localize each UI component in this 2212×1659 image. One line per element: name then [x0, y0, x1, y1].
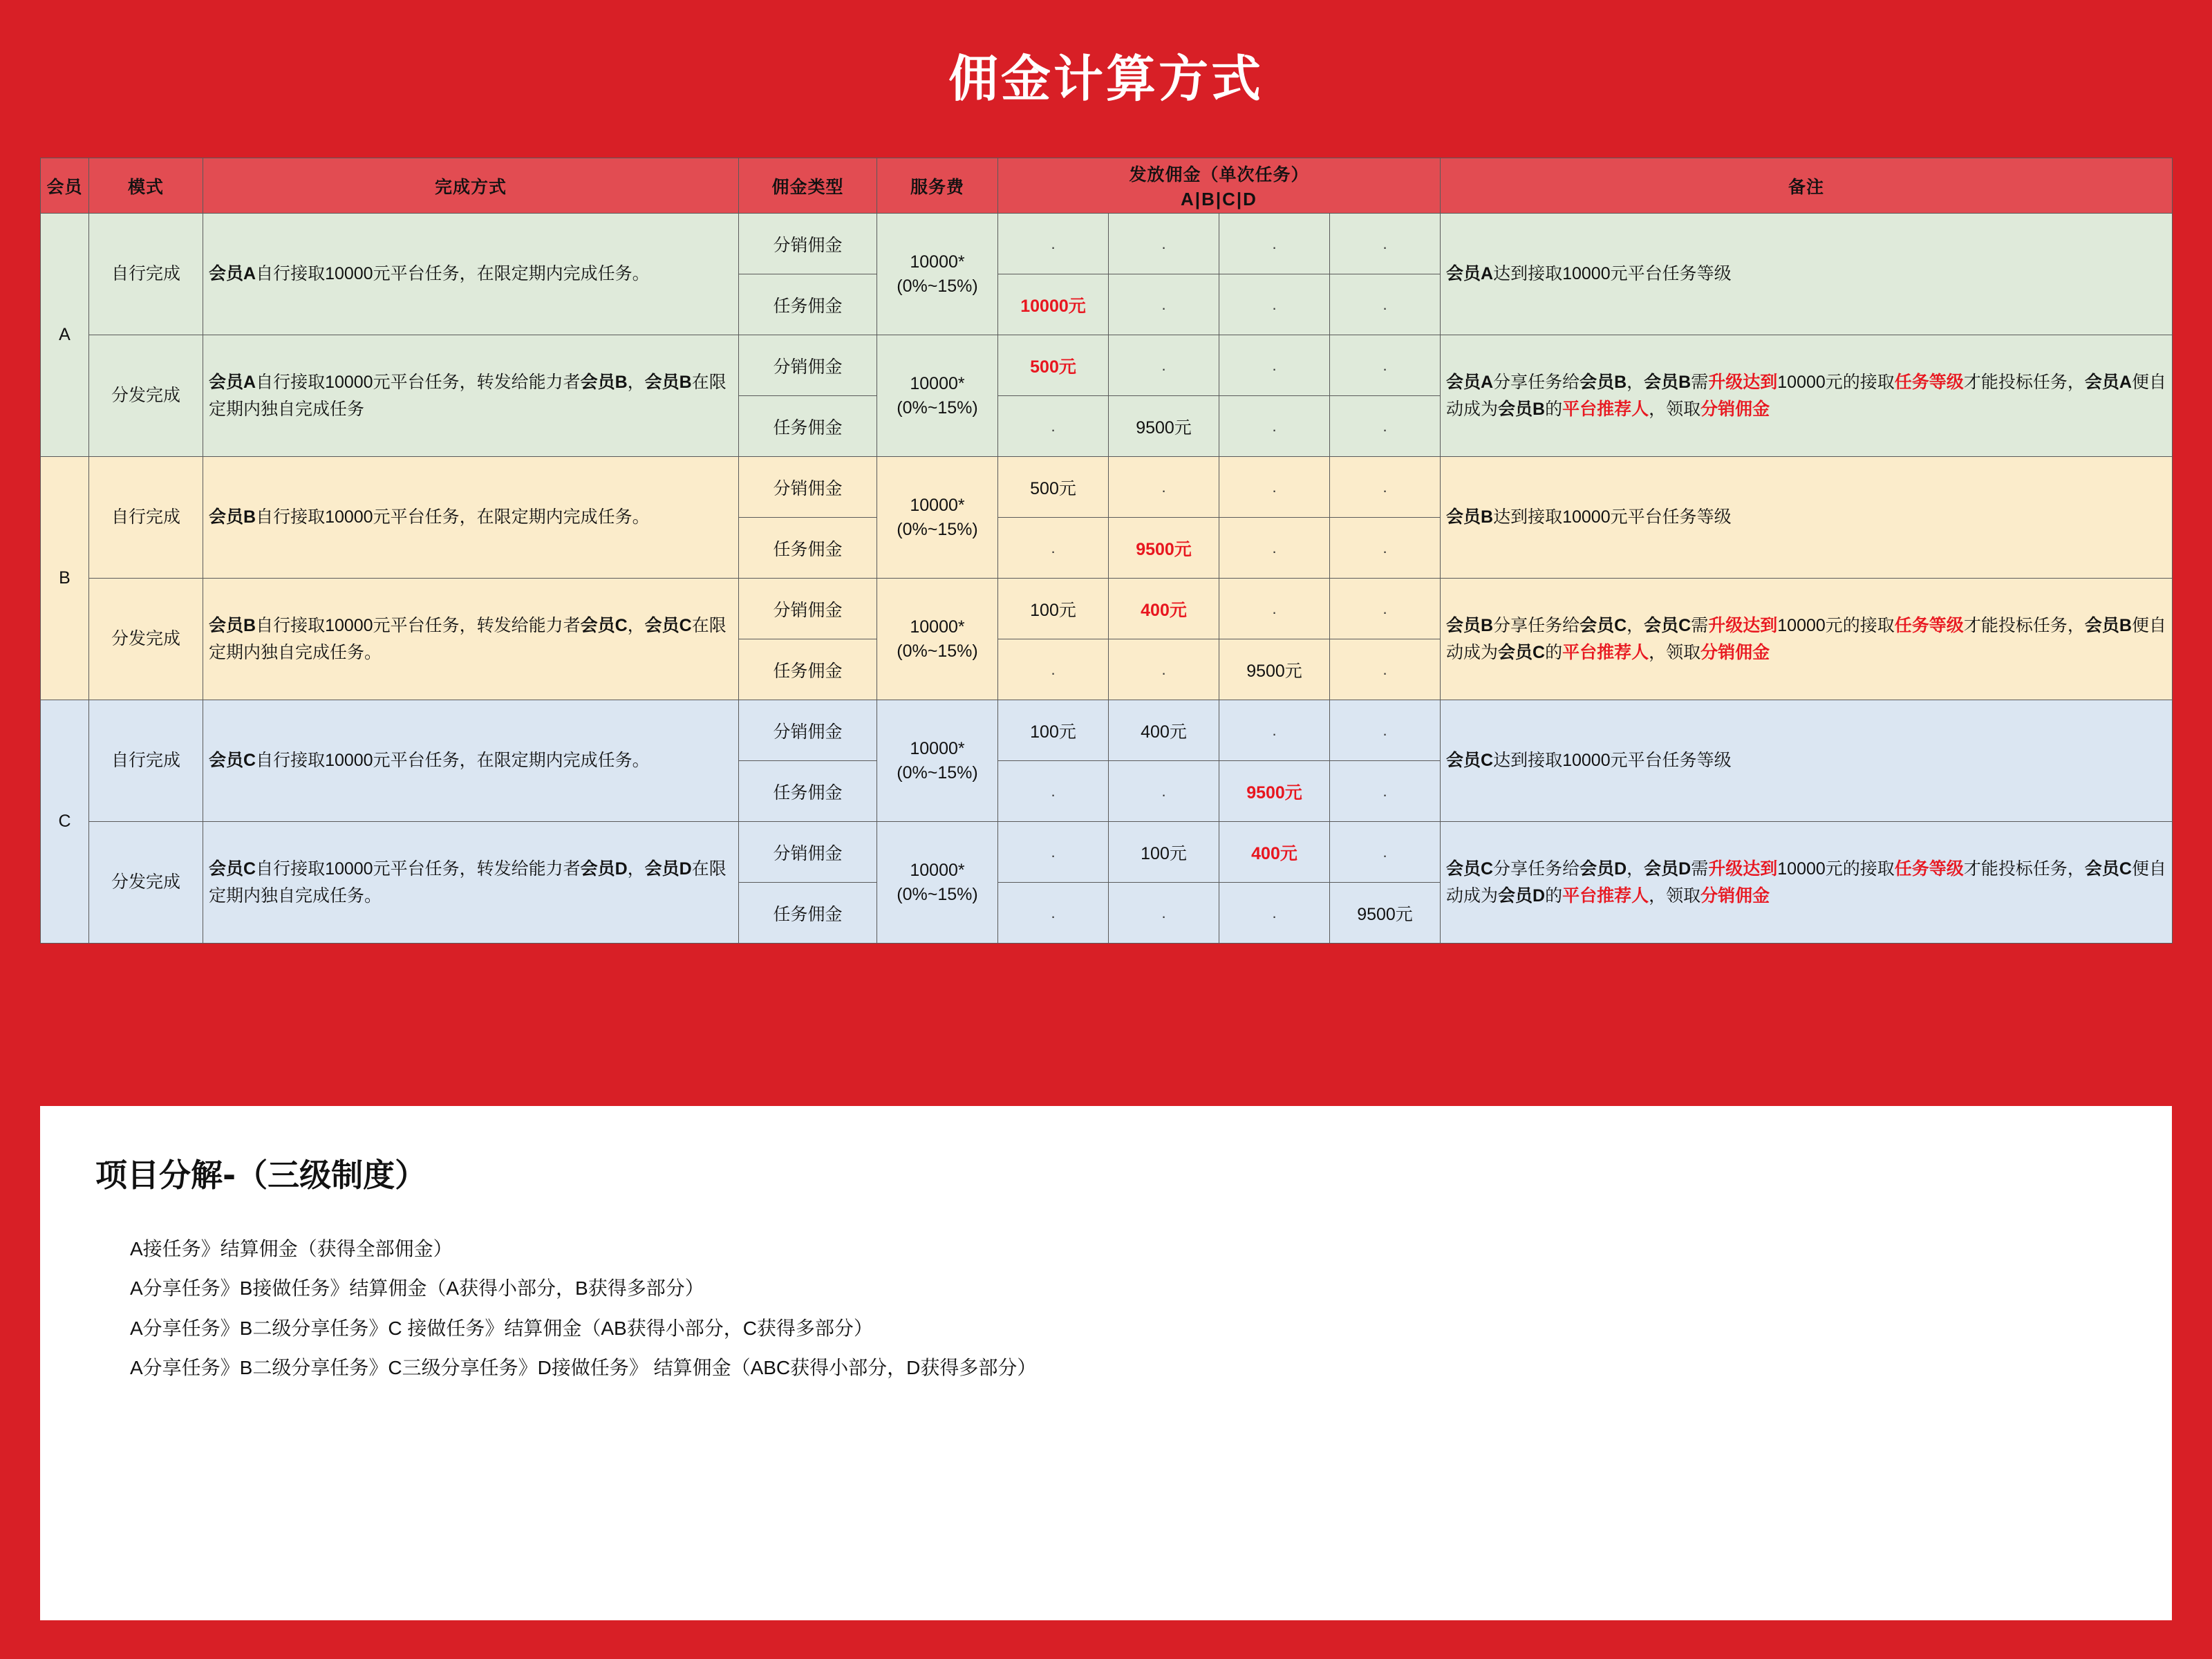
cell-payout-A: 500元	[998, 457, 1109, 518]
bottom-lines	[40, 1196, 2172, 1388]
cell-payout-B: 9500元	[1109, 396, 1219, 457]
cell-note: 会员B分享任务给会员C，会员C需升级达到10000元的接取任务等级才能投标任务，会员B便自动成为会员C的平台推荐人，领取分销佣金	[1441, 579, 2173, 700]
cell-payout-B: .	[1109, 214, 1219, 274]
bottom-line: A接任务》结算佣金（获得全部佣金）	[130, 1238, 453, 1259]
cell-payout-C: .	[1219, 274, 1330, 335]
bottom-title: 项目分解-（三级制度）	[95, 1156, 427, 1194]
cell-mode: 分发完成	[89, 822, 203, 944]
bottom-line: A分享任务》B二级分享任务》C三级分享任务》D接做任务》 结算佣金（ABC获得小部分，D获得多部分）	[130, 1357, 1037, 1379]
cell-payout-A: .	[998, 761, 1109, 822]
cell-payout-D: .	[1330, 335, 1441, 396]
bottom-line: A分享任务》B接做任务》结算佣金（A获得小部分，B获得多部分）	[130, 1277, 704, 1300]
cell-payout-D: .	[1330, 700, 1441, 761]
cell-payout-C: .	[1219, 579, 1330, 639]
cell-note: 会员C分享任务给会员D，会员D需升级达到10000元的接取任务等级才能投标任务，会员C便自动成为会员D的平台推荐人，领取分销佣金	[1441, 822, 2173, 944]
cell-mode: 自行完成	[89, 457, 203, 579]
cell-payout-D: 9500元	[1330, 883, 1441, 944]
cell-mode: 分发完成	[89, 335, 203, 457]
table-row	[41, 457, 2173, 518]
header-method: 完成方式	[203, 158, 739, 214]
cell-commission-type: 任务佣金	[739, 883, 877, 944]
header-commission-type: 佣金类型	[739, 158, 877, 214]
cell-commission-type: 分销佣金	[739, 579, 877, 639]
header-payout-label: 发放佣金（单次任务）	[1129, 165, 1309, 185]
commission-table	[40, 158, 2173, 944]
cell-payout-A: 100元	[998, 700, 1109, 761]
cell-payout-B: .	[1109, 639, 1219, 700]
table-row	[41, 335, 2173, 396]
cell-commission-type: 分销佣金	[739, 822, 877, 883]
cell-member: C	[41, 700, 89, 944]
cell-payout-D: .	[1330, 579, 1441, 639]
cell-payout-C: .	[1219, 457, 1330, 518]
cell-payout-A: .	[998, 518, 1109, 579]
cell-method: 会员B自行接取10000元平台任务，在限定期内完成任务。	[203, 457, 739, 579]
header-member: 会员	[41, 158, 89, 214]
cell-service-fee: 10000* (0%~15%)	[877, 457, 998, 579]
cell-payout-C: .	[1219, 518, 1330, 579]
cell-service-fee: 10000* (0%~15%)	[877, 335, 998, 457]
cell-payout-D: .	[1330, 396, 1441, 457]
table-row	[41, 700, 2173, 761]
cell-payout-D: .	[1330, 639, 1441, 700]
cell-payout-D: .	[1330, 822, 1441, 883]
cell-payout-B: 100元	[1109, 822, 1219, 883]
cell-payout-C: 400元	[1219, 822, 1330, 883]
cell-note: 会员C达到接取10000元平台任务等级	[1441, 700, 2173, 822]
page-title: 佣金计算方式	[948, 50, 1264, 108]
cell-commission-type: 任务佣金	[739, 274, 877, 335]
cell-commission-type: 任务佣金	[739, 518, 877, 579]
table-body	[41, 214, 2173, 944]
cell-payout-B: .	[1109, 761, 1219, 822]
cell-method: 会员C自行接取10000元平台任务，在限定期内完成任务。	[203, 700, 739, 822]
cell-payout-C: .	[1219, 214, 1330, 274]
cell-note: 会员A分享任务给会员B，会员B需升级达到10000元的接取任务等级才能投标任务，会员A便自动成为会员B的平台推荐人，领取分销佣金	[1441, 335, 2173, 457]
cell-member: A	[41, 214, 89, 457]
bottom-panel	[40, 1106, 2172, 1620]
cell-payout-C: .	[1219, 883, 1330, 944]
header-service-fee: 服务费	[877, 158, 998, 214]
cell-payout-B: .	[1109, 274, 1219, 335]
header-payout	[998, 158, 1441, 214]
cell-mode: 自行完成	[89, 214, 203, 335]
cell-commission-type: 分销佣金	[739, 700, 877, 761]
cell-service-fee: 10000* (0%~15%)	[877, 214, 998, 335]
cell-payout-B: .	[1109, 883, 1219, 944]
cell-mode: 自行完成	[89, 700, 203, 822]
cell-payout-C: 9500元	[1219, 639, 1330, 700]
cell-commission-type: 分销佣金	[739, 214, 877, 274]
cell-payout-A: .	[998, 639, 1109, 700]
cell-mode: 分发完成	[89, 579, 203, 700]
table-header	[41, 158, 2173, 214]
cell-method: 会员A自行接取10000元平台任务，在限定期内完成任务。	[203, 214, 739, 335]
cell-payout-C: .	[1219, 700, 1330, 761]
cell-payout-D: .	[1330, 274, 1441, 335]
table-row	[41, 214, 2173, 274]
cell-payout-C: .	[1219, 335, 1330, 396]
cell-payout-A: .	[998, 883, 1109, 944]
cell-payout-D: .	[1330, 457, 1441, 518]
header-payout-sublabel: A|B|C|D	[1181, 189, 1257, 209]
cell-payout-A: .	[998, 822, 1109, 883]
cell-commission-type: 分销佣金	[739, 457, 877, 518]
table-row	[41, 822, 2173, 883]
cell-commission-type: 分销佣金	[739, 335, 877, 396]
cell-payout-B: .	[1109, 335, 1219, 396]
cell-payout-D: .	[1330, 518, 1441, 579]
header-note: 备注	[1441, 158, 2173, 214]
cell-service-fee: 10000* (0%~15%)	[877, 700, 998, 822]
cell-payout-A: 100元	[998, 579, 1109, 639]
cell-payout-B: 400元	[1109, 700, 1219, 761]
cell-method: 会员A自行接取10000元平台任务，转发给能力者会员B，会员B在限定期内独自完成任务	[203, 335, 739, 457]
cell-payout-B: 9500元	[1109, 518, 1219, 579]
header-mode: 模式	[89, 158, 203, 214]
cell-method: 会员B自行接取10000元平台任务，转发给能力者会员C，会员C在限定期内独自完成任务。	[203, 579, 739, 700]
cell-payout-D: .	[1330, 214, 1441, 274]
cell-member: B	[41, 457, 89, 700]
cell-payout-A: 500元	[998, 335, 1109, 396]
cell-payout-B: 400元	[1109, 579, 1219, 639]
cell-payout-C: .	[1219, 396, 1330, 457]
cell-note: 会员B达到接取10000元平台任务等级	[1441, 457, 2173, 579]
bottom-line: A分享任务》B二级分享任务》C 接做任务》结算佣金（AB获得小部分，C获得多部分）	[130, 1317, 873, 1339]
cell-service-fee: 10000* (0%~15%)	[877, 822, 998, 944]
cell-service-fee: 10000* (0%~15%)	[877, 579, 998, 700]
cell-payout-C: 9500元	[1219, 761, 1330, 822]
table-row	[41, 579, 2173, 639]
cell-commission-type: 任务佣金	[739, 639, 877, 700]
cell-payout-D: .	[1330, 761, 1441, 822]
cell-commission-type: 任务佣金	[739, 396, 877, 457]
commission-table-wrap	[40, 158, 2172, 944]
cell-payout-A: 10000元	[998, 274, 1109, 335]
cell-method: 会员C自行接取10000元平台任务，转发给能力者会员D，会员D在限定期内独自完成任务。	[203, 822, 739, 944]
cell-note: 会员A达到接取10000元平台任务等级	[1441, 214, 2173, 335]
cell-payout-B: .	[1109, 457, 1219, 518]
cell-payout-A: .	[998, 396, 1109, 457]
cell-commission-type: 任务佣金	[739, 761, 877, 822]
cell-payout-A: .	[998, 214, 1109, 274]
